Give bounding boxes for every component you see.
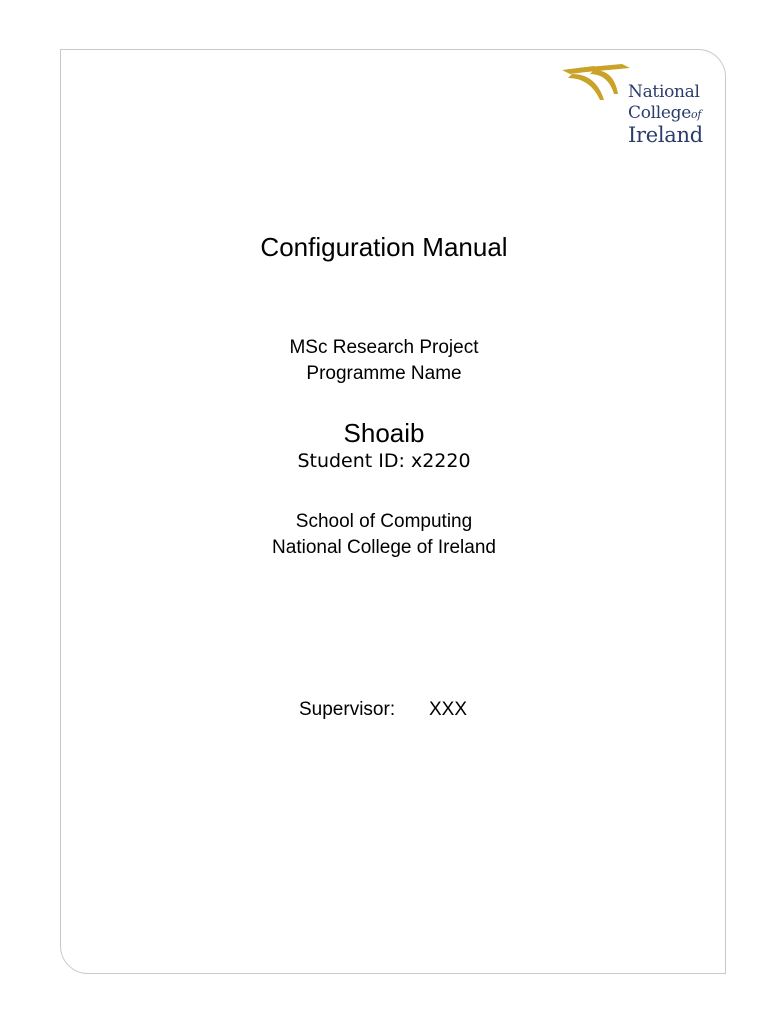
document-title: Configuration Manual	[260, 232, 508, 262]
school-line-2: National College of Ireland	[272, 537, 496, 558]
college-logo	[560, 64, 710, 154]
logo-line-college	[628, 105, 703, 122]
programme-line-1: MSc Research Project	[289, 337, 479, 358]
logo-line-national: National	[628, 82, 700, 102]
student-name: Shoaib	[343, 418, 425, 448]
logo-of-word: of	[691, 108, 702, 121]
student-id: Student ID: x2220	[297, 450, 471, 472]
programme-line-2: Programme Name	[306, 363, 462, 384]
school-line-1: School of Computing	[295, 511, 473, 532]
college-logo-mark-icon	[560, 64, 630, 109]
logo-college-word: College	[628, 103, 692, 123]
logo-line-ireland: Ireland	[628, 123, 703, 147]
supervisor-label: Supervisor:	[299, 699, 396, 720]
supervisor-value: XXX	[429, 699, 468, 720]
college-logo-text	[628, 84, 703, 146]
